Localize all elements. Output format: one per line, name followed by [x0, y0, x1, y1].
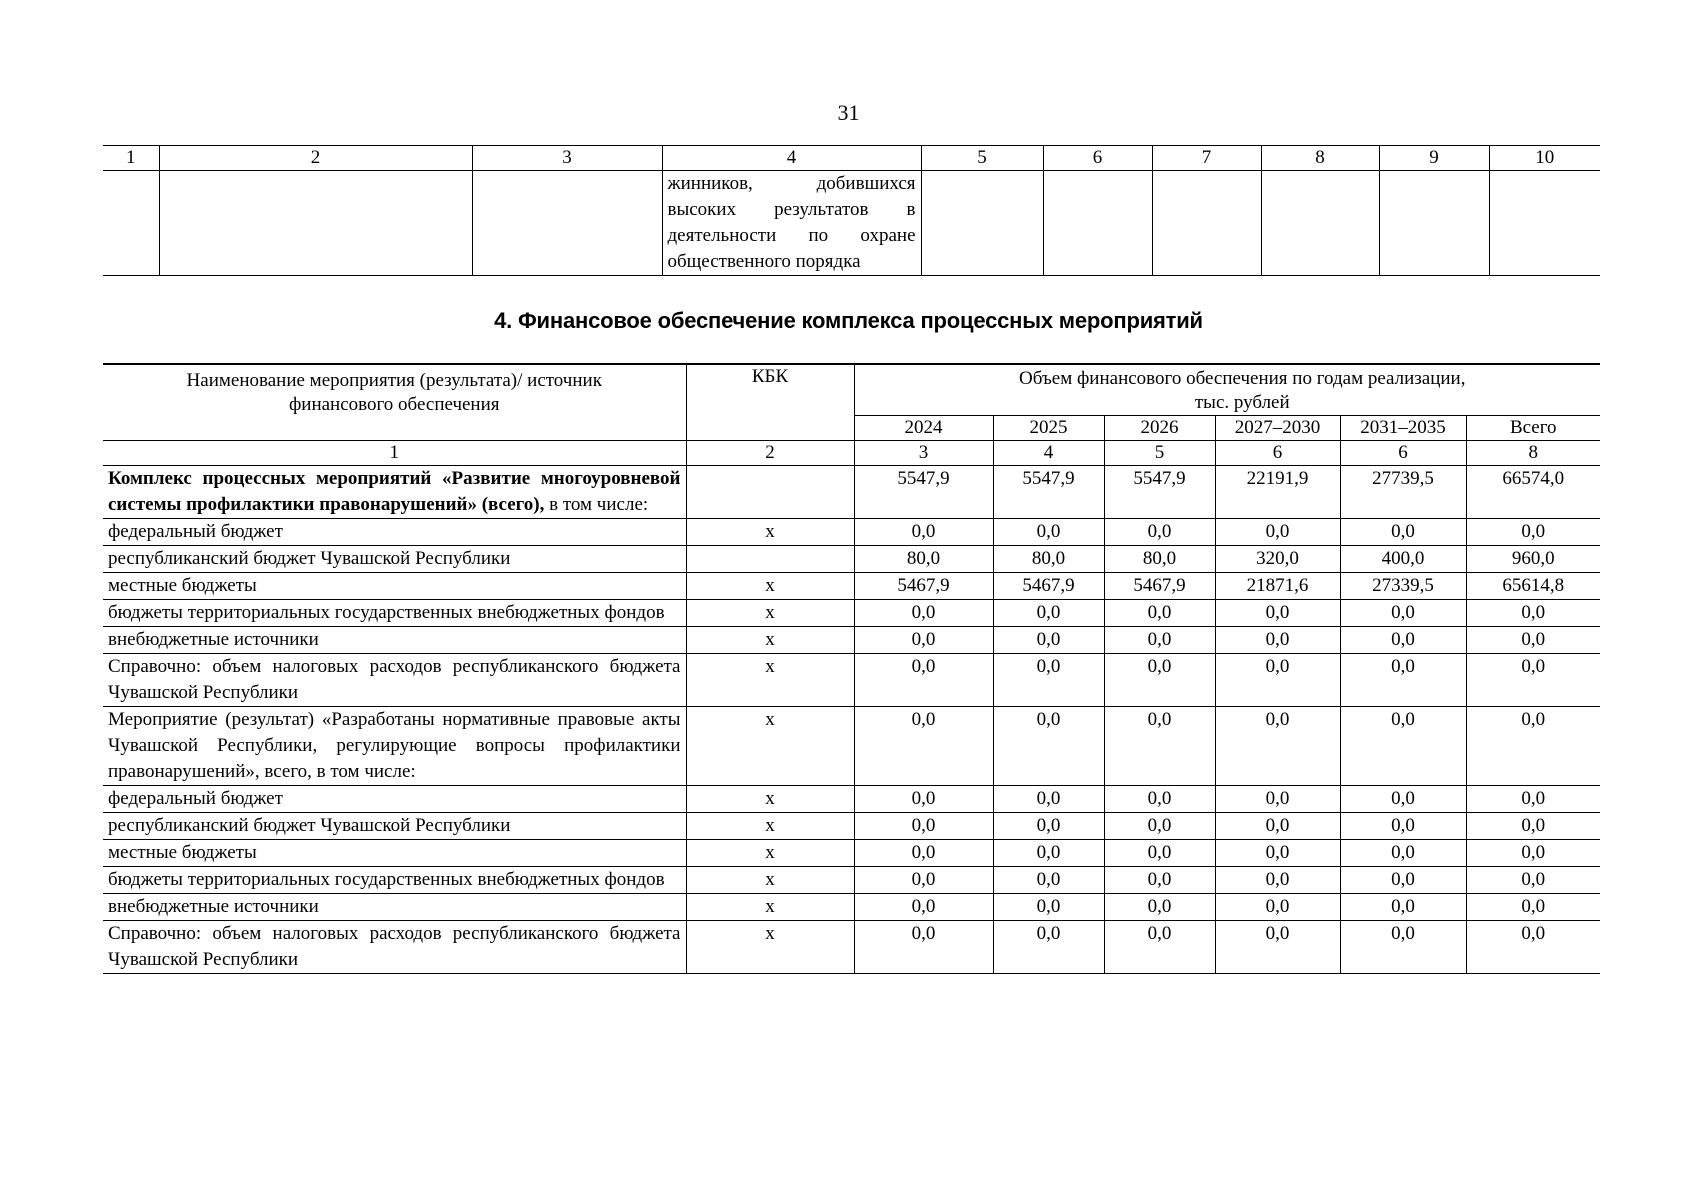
value-cell: 0,0: [1104, 867, 1215, 894]
column-number: 8: [1466, 441, 1600, 466]
column-number-row: [103, 146, 1600, 171]
value-cell: 0,0: [1104, 654, 1215, 707]
continuation-table: [103, 145, 1600, 276]
row-kbk: х: [686, 707, 854, 786]
table-row: [103, 546, 1600, 573]
value-cell: 0,0: [993, 894, 1104, 921]
value-cell: 0,0: [1215, 627, 1340, 654]
value-cell: 0,0: [1215, 519, 1340, 546]
row-name: Справочно: объем налоговых расходов республиканского бюджета Чувашской Республики: [103, 654, 686, 707]
value-cell: 0,0: [1466, 867, 1600, 894]
value-cell: 960,0: [1466, 546, 1600, 573]
value-cell: 5467,9: [993, 573, 1104, 600]
row-kbk: х: [686, 627, 854, 654]
value-cell: 0,0: [1104, 707, 1215, 786]
row-kbk: х: [686, 867, 854, 894]
header-volume-text: Объем финансового обеспечения по годам реализации, тыс. рублей: [1019, 368, 1466, 413]
value-cell: 0,0: [1104, 627, 1215, 654]
table-row: [103, 707, 1600, 786]
value-cell: 0,0: [993, 813, 1104, 840]
value-cell: 80,0: [1104, 546, 1215, 573]
row-name: бюджеты территориальных государственных внебюджетных фондов: [103, 600, 686, 627]
value-cell: 0,0: [854, 894, 993, 921]
value-cell: 5547,9: [1104, 466, 1215, 519]
header-volume: [854, 364, 1600, 416]
header-name: [103, 364, 686, 441]
table-cell: [472, 171, 662, 276]
value-cell: 0,0: [1104, 786, 1215, 813]
row-name: федеральный бюджет: [103, 786, 686, 813]
header-year: 2027–2030: [1215, 416, 1340, 441]
table-row: [103, 519, 1600, 546]
row-name: Мероприятие (результат) «Разработаны нормативные правовые акты Чувашской Республики, регулирующие вопросы профилактики правонарушений», всего, в том числе:: [103, 707, 686, 786]
value-cell: 0,0: [1215, 813, 1340, 840]
column-number: 1: [103, 441, 686, 466]
complex-name: [103, 466, 686, 519]
value-cell: 0,0: [1466, 921, 1600, 974]
value-cell: 22191,9: [1215, 466, 1340, 519]
table-cell: [1152, 171, 1261, 276]
column-number: 6: [1340, 441, 1466, 466]
value-cell: 0,0: [1104, 840, 1215, 867]
value-cell: 0,0: [854, 786, 993, 813]
value-cell: 0,0: [1104, 519, 1215, 546]
finance-table: [103, 363, 1600, 974]
row-name: местные бюджеты: [103, 840, 686, 867]
value-cell: 0,0: [993, 519, 1104, 546]
value-cell: 80,0: [993, 546, 1104, 573]
value-cell: 0,0: [1466, 840, 1600, 867]
value-cell: 0,0: [1340, 600, 1466, 627]
value-cell: 0,0: [1215, 707, 1340, 786]
header-year: 2031–2035: [1340, 416, 1466, 441]
complex-name-tail: в том числе:: [544, 494, 649, 515]
table-row: [103, 627, 1600, 654]
value-cell: 0,0: [854, 600, 993, 627]
row-kbk: х: [686, 573, 854, 600]
value-cell: 0,0: [1340, 519, 1466, 546]
value-cell: 0,0: [993, 840, 1104, 867]
table-row: [103, 786, 1600, 813]
table-row: [103, 921, 1600, 974]
row-kbk: х: [686, 921, 854, 974]
value-cell: 0,0: [1340, 707, 1466, 786]
table-row: [103, 894, 1600, 921]
header-year: 2025: [993, 416, 1104, 441]
value-cell: 0,0: [854, 921, 993, 974]
row-name: местные бюджеты: [103, 573, 686, 600]
value-cell: 0,0: [1340, 813, 1466, 840]
column-number: 1: [103, 146, 159, 171]
column-number: 10: [1489, 146, 1600, 171]
row-name: Справочно: объем налоговых расходов республиканского бюджета Чувашской Республики: [103, 921, 686, 974]
row-name: федеральный бюджет: [103, 519, 686, 546]
column-number: 6: [1215, 441, 1340, 466]
value-cell: 0,0: [993, 654, 1104, 707]
header-numbers-row: [103, 441, 1600, 466]
value-cell: 0,0: [1466, 707, 1600, 786]
value-cell: 0,0: [1340, 867, 1466, 894]
value-cell: 0,0: [1466, 654, 1600, 707]
column-number: 7: [1152, 146, 1261, 171]
value-cell: 0,0: [1340, 786, 1466, 813]
value-cell: 0,0: [854, 840, 993, 867]
column-number: 6: [1043, 146, 1152, 171]
complex-name-bold: Комплекс процессных мероприятий «Развитие многоуровневой системы профилактики правонарушений» (всего),: [108, 468, 681, 515]
value-cell: 21871,6: [1215, 573, 1340, 600]
column-number: 3: [472, 146, 662, 171]
value-cell: 27739,5: [1340, 466, 1466, 519]
table-cell: [103, 171, 159, 276]
header-year: Всего: [1466, 416, 1600, 441]
header-name-text: Наименование мероприятия (результата)/ источник финансового обеспечения: [186, 370, 602, 415]
header-year: 2024: [854, 416, 993, 441]
table-cell: [921, 171, 1043, 276]
table-row: [103, 840, 1600, 867]
value-cell: 0,0: [1466, 519, 1600, 546]
value-cell: 0,0: [1215, 867, 1340, 894]
value-cell: 0,0: [1215, 894, 1340, 921]
table-cell: [1261, 171, 1379, 276]
table-cell: [1489, 171, 1600, 276]
value-cell: 0,0: [1215, 840, 1340, 867]
value-cell: 0,0: [993, 786, 1104, 813]
value-cell: 0,0: [1340, 894, 1466, 921]
value-cell: 0,0: [854, 867, 993, 894]
row-kbk: х: [686, 600, 854, 627]
row-name: бюджеты территориальных государственных внебюджетных фондов: [103, 867, 686, 894]
value-cell: 0,0: [854, 654, 993, 707]
column-number: 2: [159, 146, 472, 171]
row-kbk: [686, 546, 854, 573]
value-cell: 0,0: [854, 707, 993, 786]
section-title: 4. Финансовое обеспечение комплекса процессных мероприятий: [494, 308, 1203, 333]
value-cell: 0,0: [1215, 654, 1340, 707]
row-kbk: х: [686, 519, 854, 546]
row-kbk: х: [686, 786, 854, 813]
value-cell: 0,0: [993, 627, 1104, 654]
row-name: республиканский бюджет Чувашской Республики: [103, 813, 686, 840]
value-cell: 80,0: [854, 546, 993, 573]
value-cell: 0,0: [1466, 627, 1600, 654]
table-row: [103, 654, 1600, 707]
row-name: внебюджетные источники: [103, 894, 686, 921]
value-cell: 65614,8: [1466, 573, 1600, 600]
value-cell: 0,0: [1215, 786, 1340, 813]
header-kbk: КБК: [686, 364, 854, 441]
table-row: [103, 600, 1600, 627]
value-cell: 0,0: [1104, 813, 1215, 840]
value-cell: 0,0: [1466, 786, 1600, 813]
value-cell: 0,0: [854, 519, 993, 546]
value-cell: 5467,9: [1104, 573, 1215, 600]
column-number: 4: [662, 146, 921, 171]
value-cell: 0,0: [1466, 894, 1600, 921]
table-cell: [1043, 171, 1152, 276]
row-kbk: х: [686, 840, 854, 867]
table-row: [103, 573, 1600, 600]
header-row: [103, 364, 1600, 416]
table-cell: [159, 171, 472, 276]
value-cell: 0,0: [993, 921, 1104, 974]
complex-kbk: [686, 466, 854, 519]
value-cell: 0,0: [993, 707, 1104, 786]
value-cell: 66574,0: [1466, 466, 1600, 519]
value-cell: 320,0: [1215, 546, 1340, 573]
page-number: 31: [837, 100, 860, 125]
value-cell: 0,0: [854, 813, 993, 840]
row-name: республиканский бюджет Чувашской Республики: [103, 546, 686, 573]
value-cell: 400,0: [1340, 546, 1466, 573]
value-cell: 0,0: [1340, 654, 1466, 707]
column-number: 5: [1104, 441, 1215, 466]
value-cell: 0,0: [1340, 921, 1466, 974]
header-year: 2026: [1104, 416, 1215, 441]
value-cell: 5547,9: [993, 466, 1104, 519]
column-number: 9: [1379, 146, 1489, 171]
value-cell: 5467,9: [854, 573, 993, 600]
complex-row: [103, 466, 1600, 519]
table-row: [103, 171, 1600, 276]
value-cell: 0,0: [993, 867, 1104, 894]
column-number: 5: [921, 146, 1043, 171]
column-number: 8: [1261, 146, 1379, 171]
value-cell: 0,0: [1104, 600, 1215, 627]
value-cell: 0,0: [1215, 600, 1340, 627]
value-cell: 0,0: [1340, 840, 1466, 867]
value-cell: 0,0: [1215, 921, 1340, 974]
table-row: [103, 867, 1600, 894]
value-cell: 27339,5: [1340, 573, 1466, 600]
row-name: внебюджетные источники: [103, 627, 686, 654]
value-cell: 0,0: [854, 627, 993, 654]
value-cell: 5547,9: [854, 466, 993, 519]
value-cell: 0,0: [1466, 813, 1600, 840]
row-kbk: х: [686, 813, 854, 840]
value-cell: 0,0: [1104, 894, 1215, 921]
value-cell: 0,0: [1104, 921, 1215, 974]
row-kbk: х: [686, 654, 854, 707]
table-cell: [1379, 171, 1489, 276]
continuation-text: жинников, добившихся высоких результатов в деятельности по охране общественного порядка: [662, 171, 921, 276]
value-cell: 0,0: [993, 600, 1104, 627]
value-cell: 0,0: [1466, 600, 1600, 627]
column-number: 2: [686, 441, 854, 466]
row-kbk: х: [686, 894, 854, 921]
column-number: 4: [993, 441, 1104, 466]
value-cell: 0,0: [1340, 627, 1466, 654]
table-row: [103, 813, 1600, 840]
column-number: 3: [854, 441, 993, 466]
